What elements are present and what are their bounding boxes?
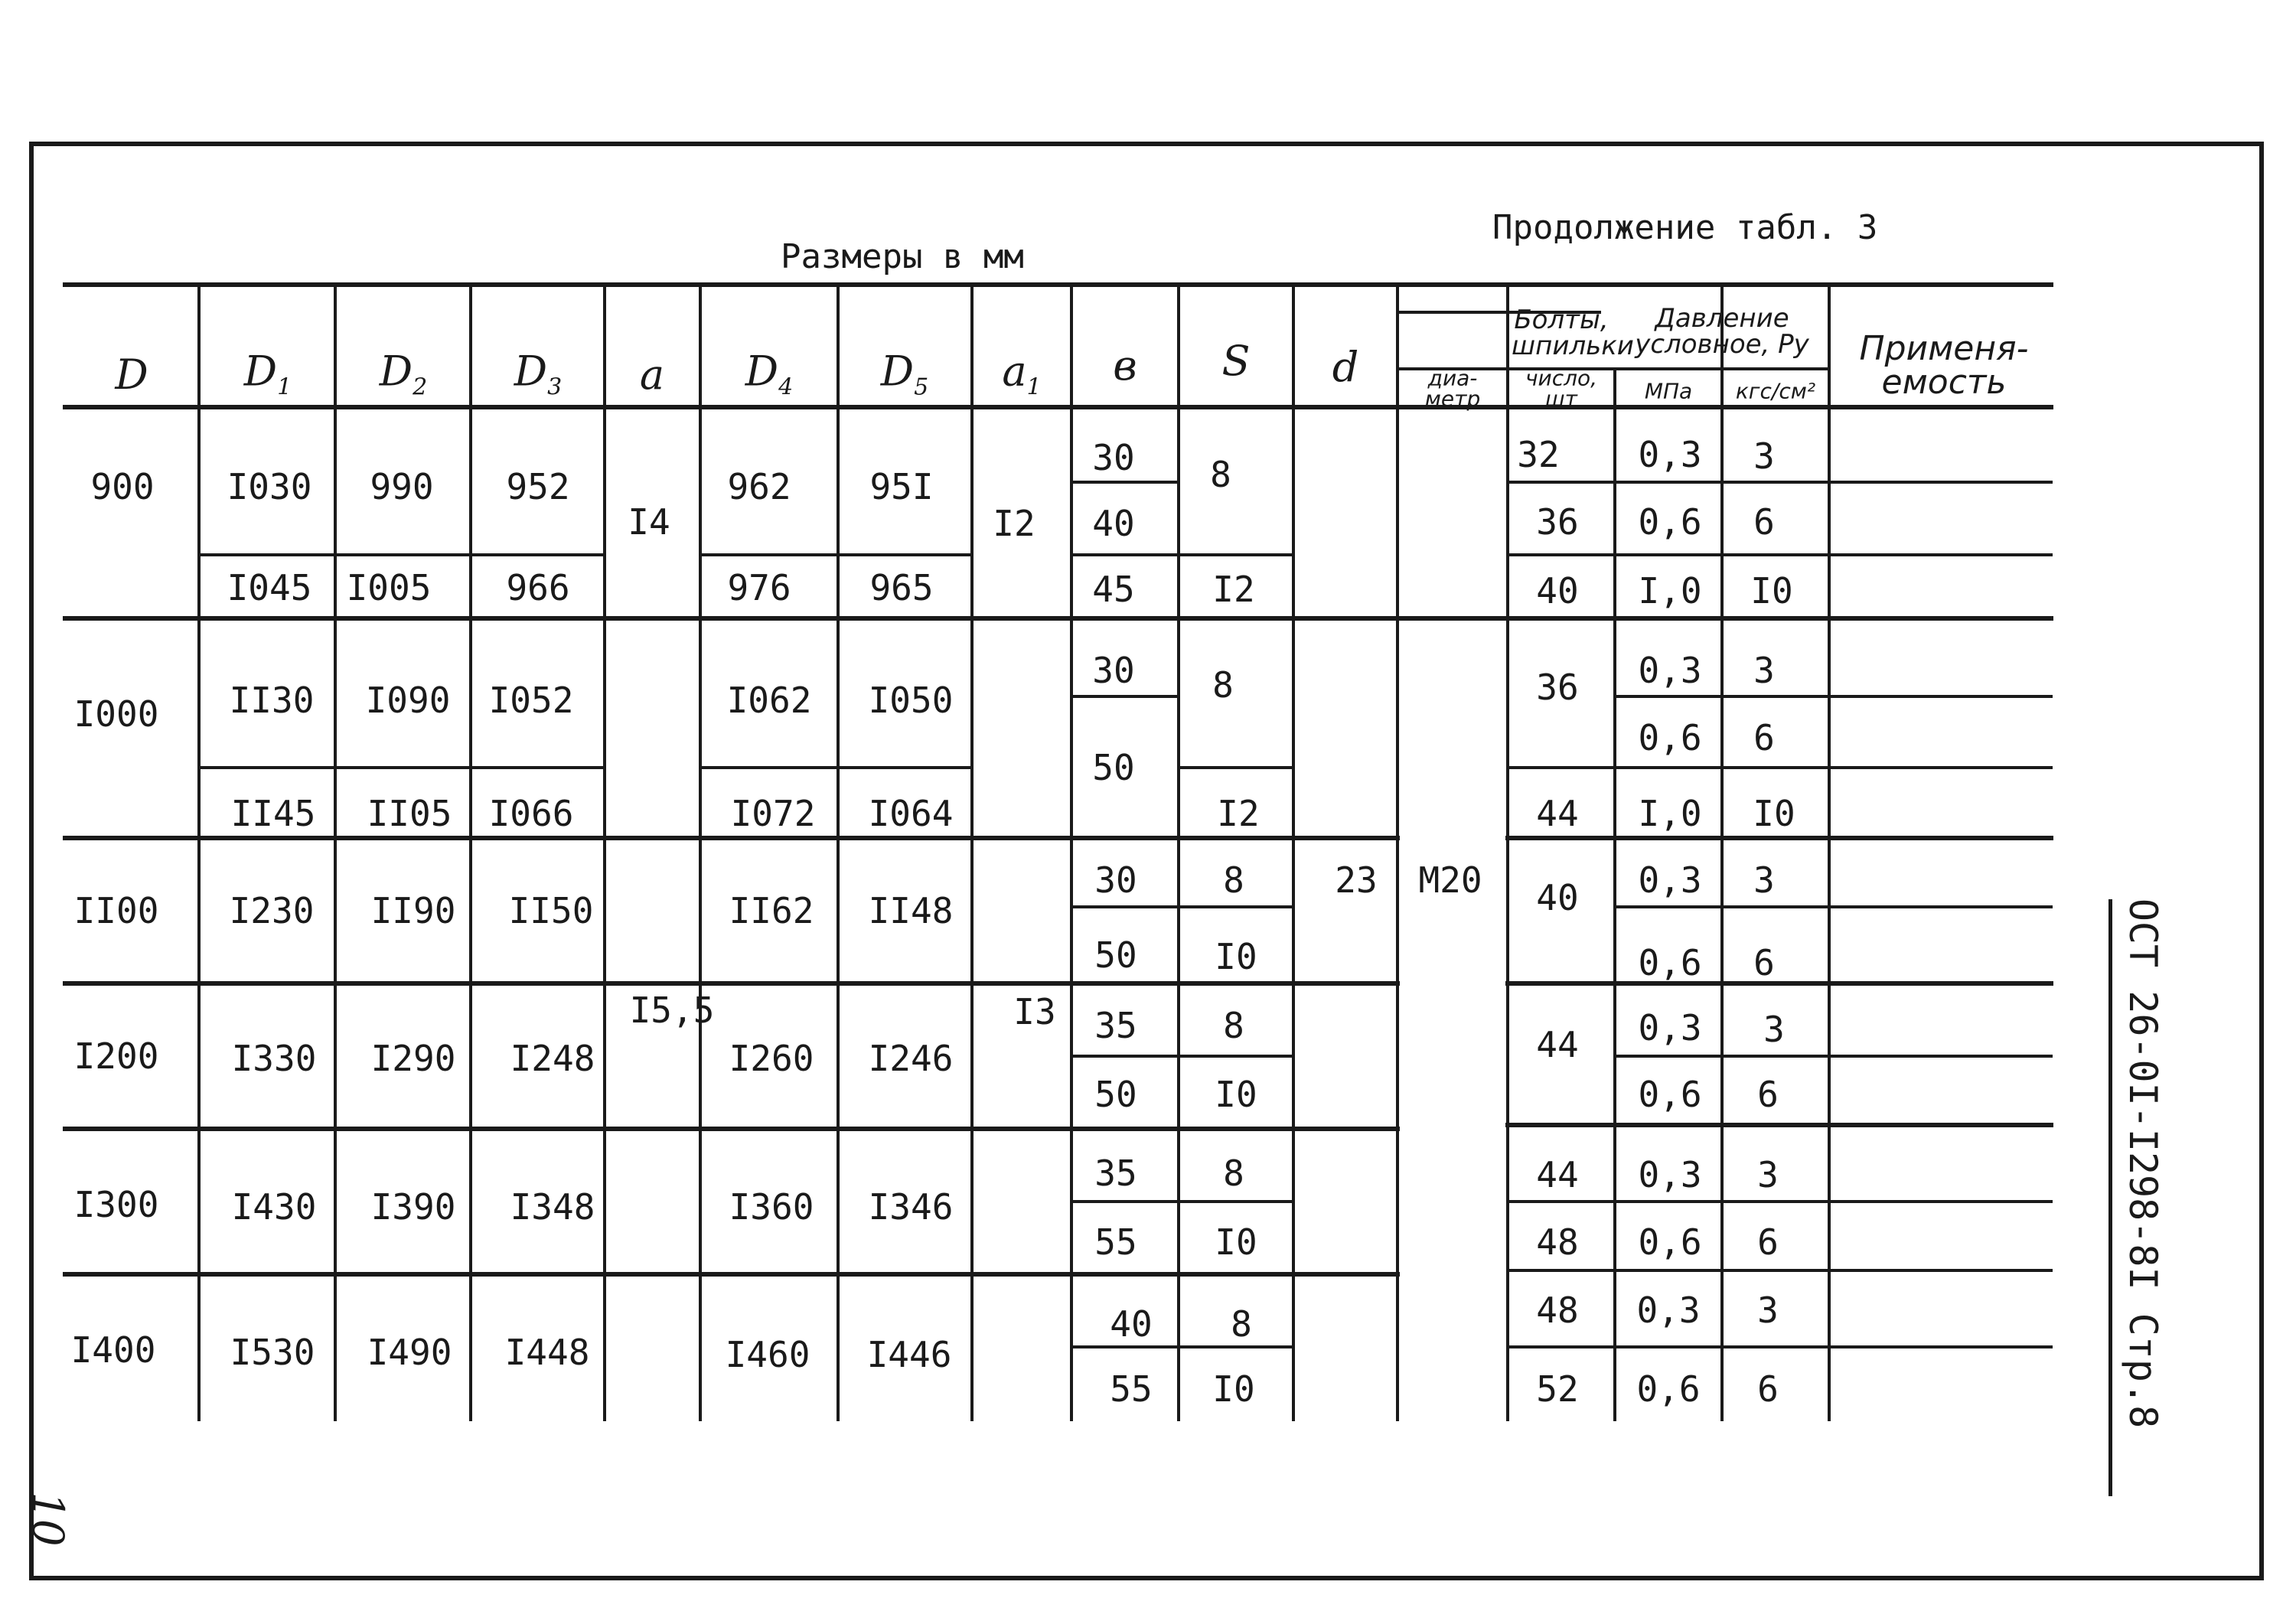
- cell-bolt-diameter-merged: M20: [1418, 859, 1482, 901]
- cell-D: I000: [73, 693, 159, 735]
- cell-D3: 966: [506, 567, 570, 608]
- cell-d-merged: 23: [1335, 859, 1378, 901]
- cell-pressure-mpa: 0,3: [1638, 434, 1702, 475]
- cell-bolt-count: 44: [1536, 1154, 1579, 1195]
- cell-S: 8: [1223, 1005, 1244, 1046]
- cell-D1: I030: [227, 466, 312, 507]
- cell-pressure-mpa: 0,3: [1638, 1154, 1702, 1195]
- cell-D2: I490: [367, 1332, 452, 1373]
- cell-S: 8: [1223, 859, 1244, 901]
- cell-a1-merged: I3: [1013, 991, 1056, 1032]
- cell-D2: I005: [346, 567, 432, 608]
- header-bolts: Болты, шпильки: [1512, 305, 1634, 361]
- cell-pressure-kgf: 3: [1753, 650, 1775, 691]
- cell-D3: I066: [488, 793, 574, 834]
- cell-S: I0: [1215, 1074, 1257, 1115]
- cell-D4: II62: [729, 890, 814, 931]
- cell-S: I0: [1212, 1368, 1255, 1410]
- cell-a-merged: I5,5: [629, 990, 715, 1031]
- cell-D4: I460: [725, 1334, 810, 1375]
- cell-S: 8: [1212, 664, 1234, 706]
- cell-D3: I348: [510, 1186, 595, 1228]
- cell-D1: II30: [229, 680, 315, 721]
- cell-D: I200: [73, 1035, 159, 1077]
- cell-bolt-count: 40: [1536, 877, 1579, 918]
- cell-D3: I052: [488, 680, 574, 721]
- cell-b: 30: [1092, 650, 1135, 691]
- cell-D5: I346: [868, 1186, 954, 1228]
- cell-D1: I430: [231, 1186, 317, 1228]
- cell-bolt-count: 32: [1517, 434, 1560, 475]
- header-pressure-mpa: МПа: [1644, 378, 1693, 404]
- header-D3: $D_3$: [514, 347, 563, 401]
- cell-pressure-kgf: 3: [1753, 435, 1775, 477]
- continuation-caption: Продолжение табл. 3: [1492, 208, 1878, 247]
- cell-D: II00: [73, 890, 159, 931]
- cell-D2: I390: [370, 1186, 456, 1228]
- cell-pressure-mpa: 0,6: [1638, 717, 1702, 758]
- header-D1: $D_1$: [243, 347, 292, 401]
- cell-b: 45: [1092, 569, 1135, 610]
- cell-a: I4: [628, 501, 670, 543]
- cell-pressure-kgf: 6: [1753, 717, 1775, 758]
- cell-pressure-kgf: 6: [1757, 1368, 1779, 1410]
- cell-D5: I446: [866, 1334, 952, 1375]
- cell-D5: I064: [868, 793, 954, 834]
- cell-D1: I530: [230, 1332, 315, 1373]
- cell-pressure-mpa: I,0: [1638, 570, 1702, 611]
- cell-bolt-count: 40: [1536, 570, 1579, 611]
- cell-pressure-mpa: 0,3: [1636, 1290, 1701, 1331]
- cell-pressure-kgf: I0: [1750, 570, 1793, 611]
- cell-bolt-count: 44: [1536, 1024, 1579, 1065]
- header-D: D: [115, 351, 148, 399]
- header-D5: $D_5$: [880, 347, 929, 401]
- cell-D3: I448: [504, 1332, 590, 1373]
- cell-D2: I090: [365, 680, 451, 721]
- cell-D5: I246: [868, 1038, 954, 1079]
- cell-bolt-count: 36: [1536, 501, 1579, 543]
- cell-pressure-mpa: 0,6: [1638, 501, 1702, 543]
- cell-D4: I062: [726, 680, 812, 721]
- cell-pressure-mpa: 0,3: [1638, 650, 1702, 691]
- cell-bolt-count: 44: [1536, 793, 1579, 834]
- cell-D2: 990: [370, 466, 434, 507]
- cell-D5: 965: [869, 567, 934, 608]
- cell-pressure-kgf: 6: [1757, 1221, 1779, 1263]
- cell-D3: II50: [508, 890, 594, 931]
- cell-S: I2: [1217, 793, 1260, 834]
- cell-bolt-count: 48: [1536, 1290, 1579, 1331]
- header-pressure-kgf: кгс/см²: [1735, 378, 1816, 404]
- cell-pressure-mpa: 0,6: [1636, 1368, 1701, 1410]
- cell-pressure-mpa: 0,6: [1638, 1221, 1702, 1263]
- cell-D1: I330: [231, 1038, 317, 1079]
- cell-S: I0: [1215, 1221, 1257, 1263]
- cell-b: 35: [1094, 1153, 1137, 1194]
- cell-D2: I290: [370, 1038, 456, 1079]
- cell-D1: I230: [229, 890, 315, 931]
- cell-pressure-kgf: I0: [1753, 793, 1795, 834]
- cell-pressure-mpa: I,0: [1638, 793, 1702, 834]
- cell-D1: I045: [227, 567, 312, 608]
- page-number: 10: [22, 1492, 73, 1547]
- cell-bolt-count: 48: [1536, 1221, 1579, 1263]
- cell-b: 35: [1094, 1005, 1137, 1046]
- cell-pressure-kgf: 3: [1757, 1154, 1779, 1195]
- cell-pressure-mpa: 0,6: [1638, 1074, 1702, 1115]
- cell-b: 40: [1092, 503, 1135, 544]
- cell-pressure-mpa: 0,3: [1638, 859, 1702, 901]
- cell-S: I0: [1215, 936, 1257, 977]
- cell-D4: 962: [727, 466, 791, 507]
- header-S: S: [1221, 337, 1251, 385]
- cell-D: I400: [70, 1329, 156, 1371]
- cell-D5: 95I: [869, 466, 934, 507]
- cell-b: 40: [1110, 1303, 1153, 1345]
- header-a1: $a_1$: [1002, 347, 1042, 401]
- header-d: d: [1332, 343, 1359, 391]
- cell-pressure-kgf: 6: [1753, 942, 1775, 983]
- cell-S: 8: [1223, 1153, 1244, 1194]
- cell-D4: I072: [730, 793, 816, 834]
- cell-D5: I050: [868, 680, 954, 721]
- cell-a1: I2: [993, 503, 1035, 544]
- header-pressure: Давление условное, Py: [1635, 303, 1809, 360]
- cell-b: 50: [1092, 747, 1135, 788]
- header-bolt-count: число, шт: [1525, 365, 1598, 411]
- cell-D1: II45: [230, 793, 316, 834]
- cell-S: 8: [1210, 454, 1231, 495]
- header-bolt-diameter: диа-метр: [1424, 365, 1481, 411]
- document-code: ОСТ 26-0I-I298-8I Стр.8: [2121, 898, 2165, 1429]
- cell-pressure-kgf: 6: [1753, 501, 1775, 543]
- cell-pressure-kgf: 3: [1753, 859, 1775, 901]
- cell-D2: II05: [367, 793, 452, 834]
- cell-D3: I248: [510, 1038, 595, 1079]
- cell-b: 50: [1094, 934, 1137, 976]
- cell-D4: 976: [727, 567, 791, 608]
- units-caption: Размеры в мм: [781, 237, 1024, 276]
- cell-S: I2: [1212, 569, 1255, 610]
- cell-bolt-count: 36: [1536, 667, 1579, 708]
- cell-D4: I260: [729, 1038, 814, 1079]
- cell-b: 55: [1110, 1368, 1153, 1410]
- header-D2: $D_2$: [379, 347, 428, 401]
- cell-pressure-kgf: 6: [1757, 1074, 1779, 1115]
- cell-b: 30: [1092, 437, 1135, 478]
- cell-b: 55: [1094, 1221, 1137, 1263]
- header-b: в: [1113, 341, 1137, 390]
- header-applicability: Применя-емость: [1859, 329, 2029, 402]
- cell-pressure-kgf: 3: [1763, 1009, 1785, 1050]
- cell-S: 8: [1231, 1303, 1252, 1345]
- cell-D4: I360: [729, 1186, 814, 1228]
- cell-D3: 952: [506, 466, 570, 507]
- cell-pressure-kgf: 3: [1757, 1290, 1779, 1331]
- cell-D: 900: [90, 466, 155, 507]
- cell-b: 30: [1094, 859, 1137, 901]
- cell-D5: II48: [868, 890, 954, 931]
- cell-b: 50: [1094, 1074, 1137, 1115]
- cell-D: I300: [73, 1184, 159, 1225]
- header-D4: $D_4$: [745, 347, 794, 401]
- cell-bolt-count: 52: [1536, 1368, 1579, 1410]
- cell-pressure-mpa: 0,3: [1638, 1007, 1702, 1048]
- cell-pressure-mpa: 0,6: [1638, 942, 1702, 983]
- cell-D2: II90: [370, 890, 456, 931]
- header-a: a: [639, 351, 665, 399]
